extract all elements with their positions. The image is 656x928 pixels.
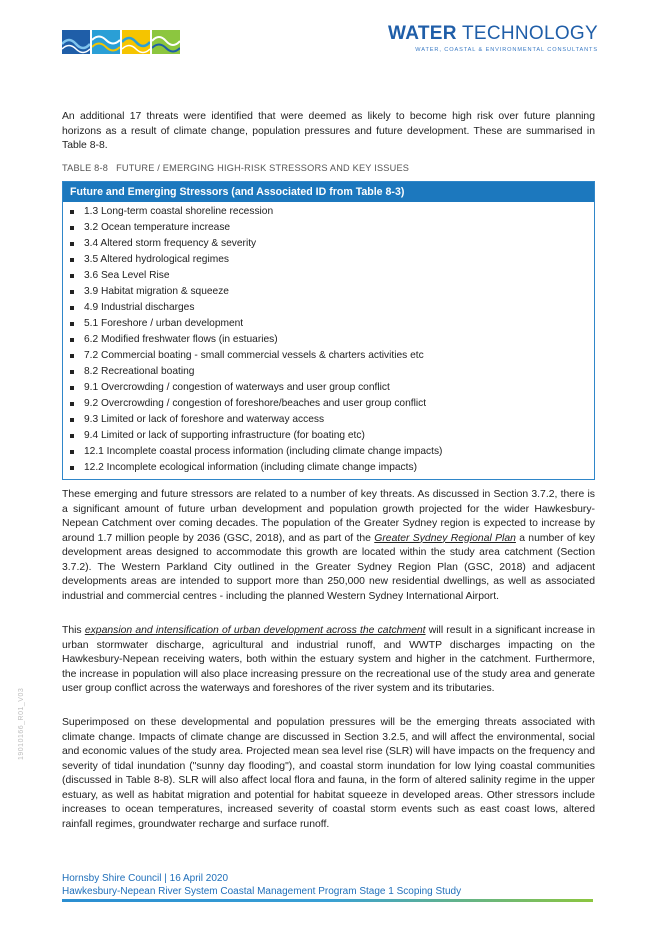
list-item: 3.9 Habitat migration & squeeze (63, 284, 594, 300)
list-item: 12.2 Incomplete ecological information (including climate change impacts) (63, 460, 594, 476)
footer-gradient-bar (62, 899, 593, 902)
list-item: 3.2 Ocean temperature increase (63, 220, 594, 236)
list-item: 7.2 Commercial boating - small commercial vessels & charters activities etc (63, 348, 594, 364)
paragraph-urban-growth: These emerging and future stressors are related to a number of key threats. As discussed in Section 3.7.2, there is a significant amount of future urban development and population growth projected for the wider Hawkesbury-Nepean Catchment over coming decades. The population of the Greater Sydney region is expected to increase by around 1.7 million people by 2036 (GSC, 2018), and as part of the Greater Sydney Regional Plan a number of key development areas designed to accommodate this growth are located within the study area catchment (Section 3.7.2). The Western Parkland City outlined in the Greater Sydney Region Plan (GSC, 2018) and adjacent developments areas are intended to support more than 250,000 new residential dwellings, as well as associated industrial and commercial centres - including the planned Western Sydney International Airport. (62, 489, 596, 602)
list-item: 9.3 Limited or lack of foreshore and waterway access (63, 412, 594, 428)
stressors-table (62, 181, 595, 480)
footer-project-title: Hawkesbury-Nepean River System Coastal Management Program Stage 1 Scoping Study (62, 885, 462, 897)
list-item: 9.2 Overcrowding / congestion of foreshore/beaches and user group conflict (63, 396, 594, 412)
table-caption (62, 163, 409, 173)
stressors-table-header: Future and Emerging Stressors (and Associated ID from Table 8-3) (63, 182, 594, 202)
brand-name: WATER TECHNOLOGY (388, 23, 598, 44)
list-item: 12.1 Incomplete coastal process information (including climate change impacts) (63, 444, 594, 460)
list-item: 5.1 Foreshore / urban development (63, 316, 594, 332)
greater-sydney-regional-plan-link[interactable]: Greater Sydney Regional Plan (374, 532, 516, 544)
list-item: 3.6 Sea Level Rise (63, 268, 594, 284)
water-technology-logo-mark (62, 30, 180, 54)
list-item: 9.1 Overcrowding / congestion of waterways and user group conflict (63, 380, 594, 396)
stressors-list (63, 202, 594, 479)
wave-tile-icon-2 (92, 30, 120, 54)
list-item: 3.5 Altered hydrological regimes (63, 252, 594, 268)
wave-tile-icon-4 (152, 30, 180, 54)
footer-client-date: Hornsby Shire Council | 16 April 2020 (62, 873, 229, 884)
intro-paragraph: An additional 17 threats were identified that were deemed as likely to become high risk over future planning horizons as a result of climate change, population pressures and future development. These are summarised in Table 8-8. (62, 111, 595, 151)
list-item: 3.4 Altered storm frequency & severity (63, 236, 594, 252)
page-footer (62, 873, 461, 898)
list-item: 8.2 Recreational boating (63, 364, 594, 380)
urban-development-expansion-link[interactable]: expansion and intensification of urban development across the catchment (84, 625, 426, 636)
brand-tagline: WATER, COASTAL & ENVIRONMENTAL CONSULTANTS (415, 47, 598, 53)
list-item: 6.2 Modified freshwater flows (in estuaries) (63, 332, 594, 348)
brand-header (388, 24, 598, 53)
wave-tile-icon-1 (62, 30, 90, 54)
list-item: 1.3 Long-term coastal shoreline recession (63, 204, 594, 220)
list-item: 9.4 Limited or lack of supporting infrastructure (for boating etc) (63, 428, 594, 444)
document-side-code: 19010166_R01_V03 (18, 687, 25, 760)
paragraph-urban-expansion: This expansion and intensification of urban development across the catchment will result in a significant increase in urban stormwater discharge, agricultural and industrial runoff, and WWTP discharges impacting on the Hawkesbury-Nepean receiving waters, both within the estuary system and higher in the catchment. Furthermore, the increase in population will also place increasing pressure on the recreational use of the study area and generate user group conflict across the waterways and foreshores of the river system and its tributaries. (62, 625, 595, 694)
table-caption-number: TABLE 8-8 (62, 163, 109, 173)
wave-tile-icon-3 (122, 30, 150, 54)
table-caption-title: FUTURE / EMERGING HIGH-RISK STRESSORS AND KEY ISSUES (116, 163, 410, 173)
list-item: 4.9 Industrial discharges (63, 300, 594, 316)
paragraph-climate-change: Superimposed on these developmental and population pressures will be the emerging threats associated with climate change. Impacts of climate change are discussed in Section 3.2.5, and will affect the environmental, social and economic values of the study area. Projected mean sea level rise (SLR) will have impacts on the frequency and severity of tidal inundation ("sunny day flooding"), and coastal storm inundation for low lying coastal communities (discussed in Table 8-8). SLR will also affect local flora and fauna, in the form of altered salinity regime in the upper estuary, as well as habitat migration and potential for habitat squeeze in developed areas. Other stressors include increases to ocean temperatures, increased severity of coastal storm events such as east coast lows, altered rainfall regimes, groundwater recharge and surface runoff. (62, 717, 595, 830)
